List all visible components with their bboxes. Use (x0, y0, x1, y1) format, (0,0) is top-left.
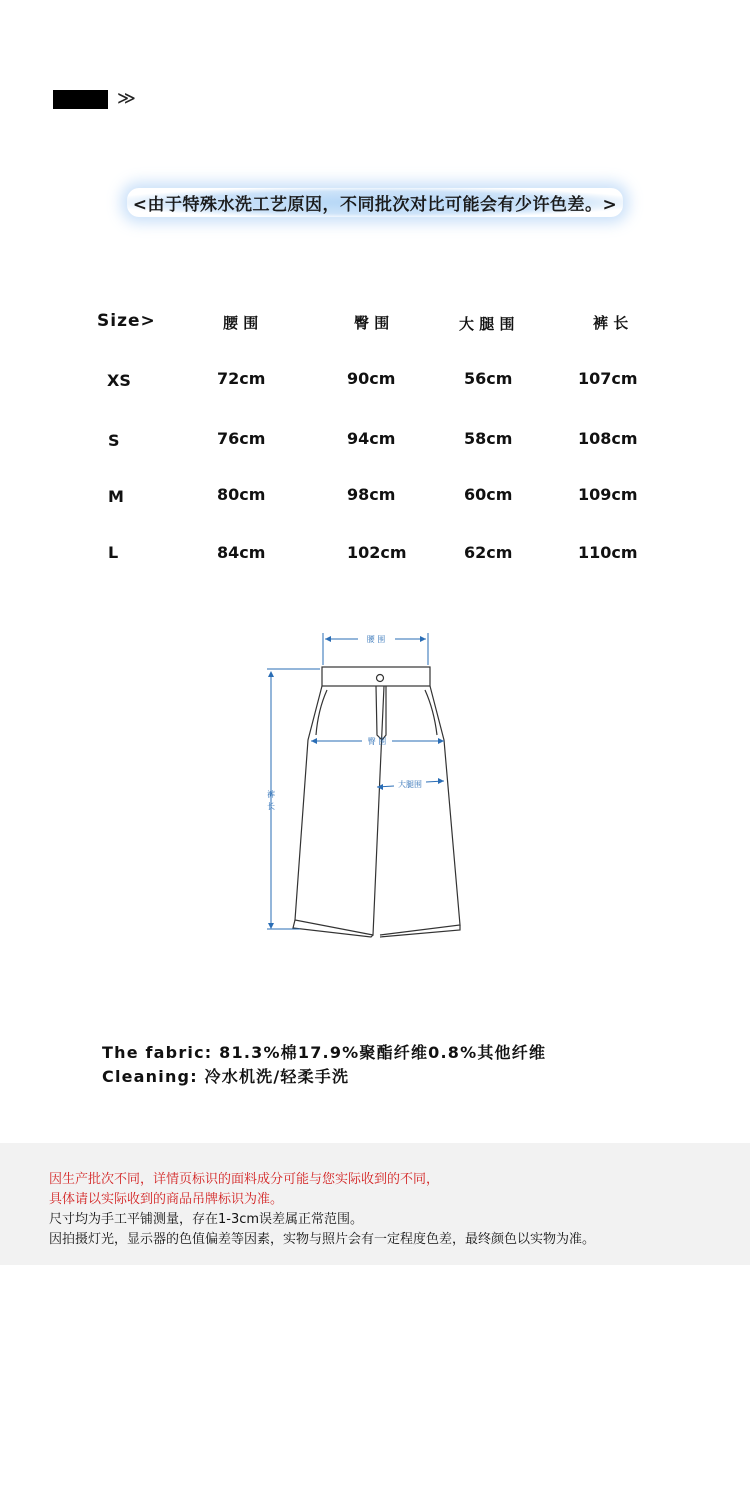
thigh-measure-label: 大腿围 (398, 780, 422, 789)
redacted-label-bar (53, 90, 108, 109)
cell-xs-length: 107cm (578, 369, 638, 388)
left-leg (295, 686, 384, 935)
right-pocket (425, 690, 437, 735)
arrowhead (311, 738, 317, 744)
cleaning-instructions: Cleaning: 冷水机洗/轻柔手洗 (102, 1067, 350, 1086)
row-size-l: L (108, 543, 119, 562)
arrowhead (420, 636, 426, 642)
double-chevron-right-icon: ≫ (117, 88, 136, 109)
notice-text: <由于特殊水洗工艺原因，不同批次对比可能会有少许色差。> (127, 188, 624, 217)
row-size-m: M (108, 487, 124, 506)
cell-s-thigh: 58cm (464, 429, 513, 448)
disclaimer-line-1: 因生产批次不同，详情页标识的面料成分可能与您实际收到的不同， (49, 1172, 440, 1187)
fly (376, 686, 386, 740)
cell-xs-thigh: 56cm (464, 369, 513, 388)
pants-outline (293, 667, 460, 937)
column-header-thigh: 大 腿 围 (459, 315, 515, 333)
row-size-s: S (108, 431, 120, 450)
waistband (322, 667, 430, 686)
cell-s-length: 108cm (578, 429, 638, 448)
length-measure-label-bottom: 长 (267, 802, 275, 811)
fabric-composition: The fabric: 81.3%棉17.9%聚酯纤维0.8%其他纤维 (102, 1043, 547, 1062)
arrowhead (325, 636, 331, 642)
left-pocket (316, 690, 327, 735)
cell-l-length: 110cm (578, 543, 638, 562)
cell-l-waist: 84cm (217, 543, 266, 562)
arrowhead (268, 671, 274, 677)
cell-s-waist: 76cm (217, 429, 266, 448)
hip-measure-label: 臀 围 (367, 737, 387, 746)
cell-m-waist: 80cm (217, 485, 266, 504)
disclaimer-panel (0, 1143, 750, 1265)
cell-m-length: 109cm (578, 485, 638, 504)
arrowhead (438, 778, 444, 784)
column-header-hip: 臀 围 (354, 314, 390, 332)
column-header-waist: 腰 围 (223, 314, 259, 332)
disclaimer-line-4: 因拍摄灯光，显示器的色值偏差等因素，实物与照片会有一定程度色差，最终颜色以实物为准。 (49, 1232, 596, 1247)
row-size-xs: XS (107, 371, 131, 390)
right-leg (380, 686, 460, 935)
pants-measurement-diagram (260, 628, 470, 943)
column-header-length: 裤 长 (593, 314, 629, 332)
arrowhead (268, 923, 274, 929)
length-measure-label-top: 裤 (267, 790, 275, 799)
waist-measure-label: 腰 围 (366, 635, 386, 644)
disclaimer-line-2: 具体请以实际收到的商品吊牌标识为准。 (49, 1192, 284, 1207)
left-cuff (293, 920, 373, 937)
waist-button (377, 675, 384, 682)
cell-l-hip: 102cm (347, 543, 407, 562)
cell-m-hip: 98cm (347, 485, 396, 504)
disclaimer-line-3: 尺寸均为手工平铺测量，存在1-3cm误差属正常范围。 (49, 1212, 364, 1227)
cell-xs-waist: 72cm (217, 369, 266, 388)
cell-m-thigh: 60cm (464, 485, 513, 504)
cell-l-thigh: 62cm (464, 543, 513, 562)
cell-s-hip: 94cm (347, 429, 396, 448)
color-difference-notice (0, 186, 750, 218)
size-column-header: Size> (97, 311, 156, 331)
cell-xs-hip: 90cm (347, 369, 396, 388)
